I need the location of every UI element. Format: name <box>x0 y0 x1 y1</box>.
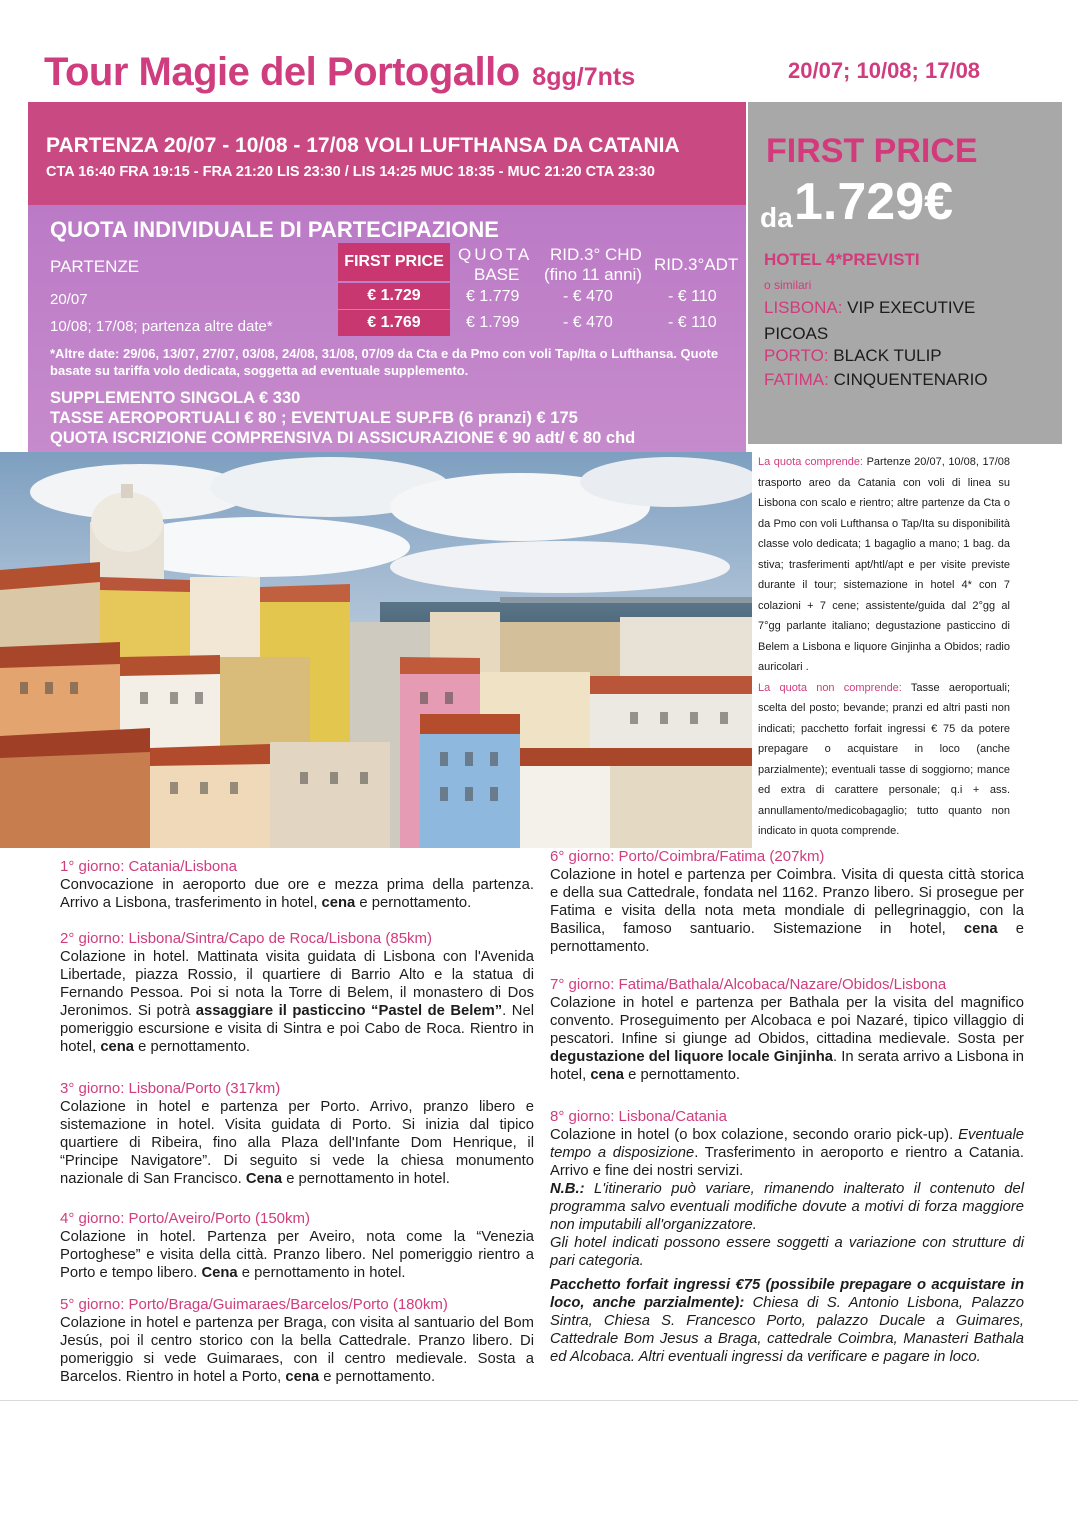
header-quota-base-1: QUOTA <box>458 245 533 264</box>
non-comprende-text: Tasse aeroportuali; scelta del posto; bevande; pranzi ed altri pasti non indicati; pacchetto forfait ingressi € 75 da potere prepagare o acquistare in loco (anche parzialmente); eventuali tasse di soggiorno; mance ed extra di carattere personale; q.i + ass. annullamento/medicobagaglio; tutto quanto non indicato in quota comprende. <box>758 681 1010 837</box>
day-5: 5° giorno: Porto/Braga/Guimaraes/Barcelos/Porto (180km) Colazione in hotel e partenza per Braga, con visita al santuario del Bom Jesús, poi il centro storico con la bella Cattedrale. Pranzo libero. Di pomeriggio si vede Guimaraes, con il centro medievale. Sosta a Barcelos. Rientro in hotel a Porto, cena e pernottamento. <box>60 1296 534 1385</box>
quota-iscrizione: QUOTA ISCRIZIONE COMPRENSIVA DI ASSICURAZIONE € 90 adt/ € 80 chd <box>50 429 636 447</box>
day-3: 3° giorno: Lisbona/Porto (317km) Colazione in hotel e partenza per Porto. Arrivo, pranzo libero e sistemazione in hotel. Visita guidata di Porto. Si inizia dal tipico quartiere di Ribeira, fino alla Plaza dell'Infante Dom Henrique, il “Principe Navigatore”. Di seguito si vede la chiesa monumento nazionale di San Francisco. Cena e pernottamento in hotel. <box>60 1080 534 1187</box>
comprende-label: La quota comprende: <box>758 456 863 468</box>
day-4: 4° giorno: Porto/Aveiro/Porto (150km) Colazione in hotel. Partenza per Aveiro, nota come la “Venezia Portoghese” e visita della città. Pranzo libero. Nel pomeriggio rientro a Porto e tempo libero. Cena e pernottamento in hotel. <box>60 1210 534 1281</box>
row1-quota-base: € 1.779 <box>466 288 520 305</box>
row1-first-price: € 1.729 <box>338 283 450 309</box>
departure-dates: 20/07; 10/08; 17/08 <box>788 58 981 83</box>
row2-quota-base: € 1.799 <box>466 314 520 331</box>
departure-line: PARTENZA 20/07 - 10/08 - 17/08 VOLI LUFTHANSA DA CATANIA <box>46 134 680 157</box>
day-8: 8° giorno: Lisbona/Catania Colazione in hotel (o box colazione, secondo orario pick-up). Eventuale tempo a disposizione. Trasferimento in aeroporto e rientro a Catania. Arrivo e fine dei nostri servizi. N.B.: L'itinerario può variare, rimanendo inalterato il contenuto del programma salvo eventuali modifiche dovute a motivi di forza maggiore non imputabili all'organizzatore. Gli hotel indicati possono essere soggetti a variazione con strutture di pari categoria. Pacchetto forfait ingressi €75 (possibile prepagare o acquistare in loco, anche parzialmente): Chiesa di S. Antonio Lisbona, Palazzo Sintra, Chiesa S. Francesco Porto, palazzo Ducale a Guimares, Cattedrale Bom Jesus a Braga, cattedrale Coimbra, Manasteri Bathala ed Alcobaca. Altri eventuali ingressi da verificare e pagare in loco. <box>550 1108 1025 1365</box>
comprende-text: Partenze 20/07, 10/08, 17/08 trasporto areo da Catania con voli di linea su Lisbona con scalo e rientro; altre partenze da Cta o da Pmo con voli Lufthansa o Tap/Ita su disponibilità classe volo dedicata; 1 bagaglio a mano; 1 bag. da stiva; trasferimenti apt/htl/apt e per visite previste durante il tour; sistemazione in hotel 4* con 7 colazioni + 7 cene; assistente/guida dal 2°gg al 7°gg parlante italiano; degustazione pasticcino di Belem a Lisbona e liquore Ginjinha a Obidos; radio auricolari . <box>758 456 1010 673</box>
row2-rid-adt: - € 110 <box>668 314 717 331</box>
header-rid-chd-note: (fino 11 anni) <box>544 265 642 284</box>
hotel-variation-note: Gli hotel indicati possono essere soggetti a variazione con strutture di pari categoria. <box>550 1235 1024 1269</box>
title-suffix: 8gg/7nts <box>532 63 636 91</box>
quota-note: *Altre date: 29/06, 13/07, 27/07, 03/08, 24/08, 31/08, 07/09 da Cta e da Pmo con voli Tap/Ita o Lufthansa. Quote basate su tariffa volo dedicata, soggetta ad eventuale supplemento. <box>50 346 719 378</box>
supplemento-singola: SUPPLEMENTO SINGOLA € 330 <box>50 389 301 407</box>
hotel-fatima: FATIMA: CINQUENTENARIO <box>764 370 988 389</box>
page-title: Tour Magie del Portogallo 8gg/7nts <box>44 50 636 94</box>
quota-title: QUOTA INDIVIDUALE DI PARTECIPAZIONE <box>50 217 499 242</box>
day-7: 7° giorno: Fatima/Bathala/Alcobaca/Nazare/Obidos/Lisbona Colazione in hotel e partenza per Bathala per la visita del magnifico convento. Proseguimento per Alcobaca e poi Nazaré, tipico villaggio di pescatori. Infine si giunge ad Obidos, cittadina medievale. Sosta per degustazione del liquore locale Ginjinha. In serata arrivo a Lisbona in hotel, cena e pernottamento. <box>550 976 1024 1083</box>
row2-first-price: € 1.769 <box>338 310 450 336</box>
day-2: 2° giorno: Lisbona/Sintra/Capo de Roca/Lisbona (85km) Colazione in hotel. Mattinata visita guidata di Lisbona con l'Avenida Libertade, piazza Rossio, il quartiere di Barrio Alto e la statua di Fernando Pessoa. Poi si nota la Torre di Belem, il monastero di Dos Jeronimos. Si potrà assaggiare il pasticcino “Pastel de Belem”. Nel pomeriggio escursione e visita di Sintra e poi Cabo de Roca. Rientro in hotel, cena e pernottamento. <box>60 930 534 1055</box>
day-6: 6° giorno: Porto/Coimbra/Fatima (207km) Colazione in hotel e partenza per Coimbra. Visita di questa città storica e della sua Cattedrale, fondata nel 1162. Pranzo libero. Si prosegue per Fatima e visita della nota meta mondiale di pellegrinaggio, con la Basilica, famoso santuario. Sistemazione in hotel, cena e pernottamento. <box>550 848 1024 955</box>
row1-rid-chd: - € 470 <box>563 288 613 305</box>
header-rid-adt: RID.3°ADT <box>654 255 739 274</box>
departure-band <box>28 102 746 205</box>
day-heading: 3° giorno: Lisbona/Porto (317km) <box>60 1080 281 1097</box>
day-heading: 2° giorno: Lisbona/Sintra/Capo de Roca/Lisbona (85km) <box>60 930 433 947</box>
nb-note: N.B.: L'itinerario può variare, rimanendo inalterato il contenuto del programma salvo eventuali modifiche dovute a motivi di forza maggiore non imputabili all'organizzatore. <box>550 1181 1024 1233</box>
first-price-label: FIRST PRICE <box>766 132 978 170</box>
header-quota-base-2: BASE <box>474 265 520 284</box>
row2-rid-chd: - € 470 <box>563 314 613 331</box>
header-partenze: PARTENZE <box>50 257 140 276</box>
first-price-amount: 1.729€ <box>794 173 954 231</box>
hotel-lisbona: LISBONA: VIP EXECUTIVE <box>764 298 976 317</box>
lisbon-photo <box>0 452 752 848</box>
tasse-aeroportuali: TASSE AEROPORTUALI € 80 ; EVENTUALE SUP.FB (6 pranzi) € 175 <box>50 409 578 427</box>
quota-section <box>28 205 746 452</box>
pacchetto-note: Pacchetto forfait ingressi €75 (possibile prepagare o acquistare in loco, anche parzialmente): Chiesa di S. Antonio Lisbona, Palazzo Sintra, Chiesa S. Francesco Porto, palazzo Ducale a Guimares, Cattedrale Bom Jesus a Braga, cattedrale Coimbra, Manasteri Bathala ed Alcobaca. Altri eventuali ingressi da verificare e pagare in loco. <box>550 1277 1024 1365</box>
first-price-da: da <box>760 202 793 233</box>
non-comprende-label: La quota non comprende: <box>758 681 902 694</box>
hotel-title: HOTEL 4*PREVISTI <box>764 250 920 269</box>
footer-divider <box>0 1400 1078 1401</box>
hotel-similar: o similari <box>764 278 812 292</box>
header-rid-chd: RID.3° CHD <box>550 245 642 264</box>
day-heading: 5° giorno: Porto/Braga/Guimaraes/Barcelos/Porto (180km) <box>60 1296 448 1313</box>
quota-comprende <box>758 452 1010 842</box>
flight-schedule: CTA 16:40 FRA 19:15 - FRA 21:20 LIS 23:30 / LIS 14:25 MUC 18:35 - MUC 21:20 CTA 23:30 <box>46 164 655 180</box>
hotel-porto: PORTO: BLACK TULIP <box>764 346 942 365</box>
row1-partenze: 20/07 <box>50 291 88 308</box>
day-heading: 6° giorno: Porto/Coimbra/Fatima (207km) <box>550 848 825 865</box>
row2-partenze: 10/08; 17/08; partenza altre date* <box>50 318 273 335</box>
day-heading: 4° giorno: Porto/Aveiro/Porto (150km) <box>60 1210 311 1227</box>
day-1: 1° giorno: Catania/Lisbona Convocazione in aeroporto due ore e mezza prima della partenza. Arrivo a Lisbona, trasferimento in hotel, cena e pernottamento. <box>60 858 534 911</box>
row1-rid-adt: - € 110 <box>668 288 717 305</box>
day-heading: 8° giorno: Lisbona/Catania <box>550 1108 727 1125</box>
day-heading: 1° giorno: Catania/Lisbona <box>60 858 237 875</box>
day-heading: 7° giorno: Fatima/Bathala/Alcobaca/Nazare/Obidos/Lisbona <box>550 976 947 993</box>
hotel-lisbona-2: PICOAS <box>764 324 829 343</box>
header-first-price: FIRST PRICE <box>338 243 450 281</box>
first-price-box <box>748 102 1062 444</box>
